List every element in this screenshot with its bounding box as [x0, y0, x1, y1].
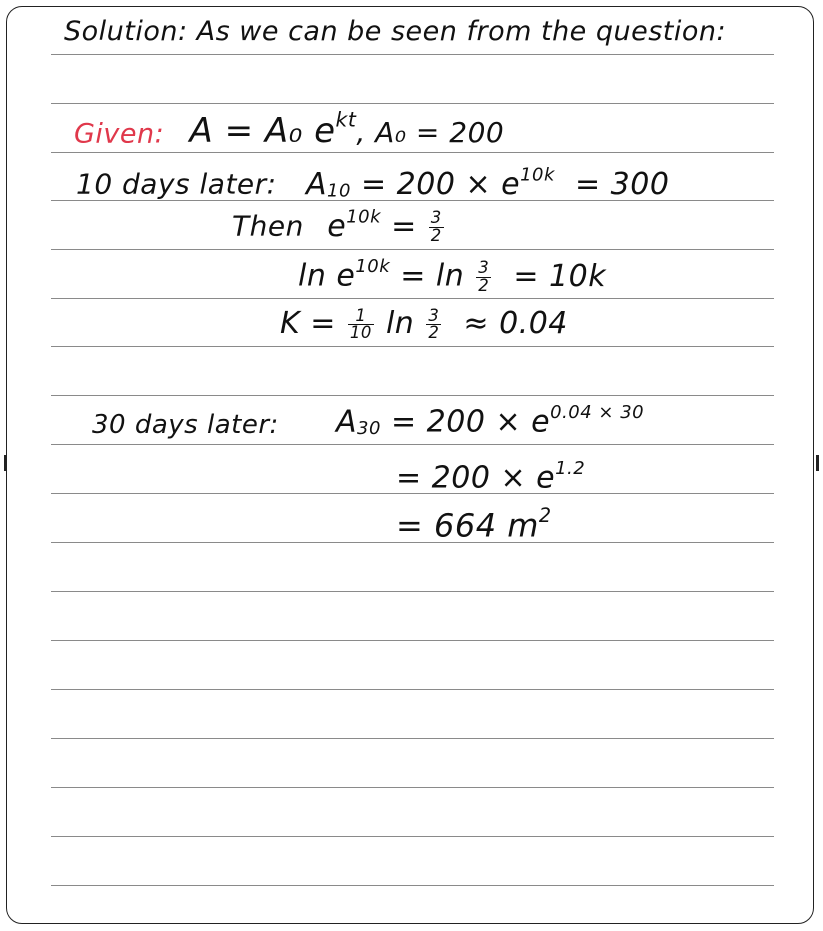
ruled-line — [51, 152, 774, 153]
given-label: Given: — [74, 118, 165, 150]
ruled-line — [51, 787, 774, 788]
ln-line: $\ln e^{10k} = \ln$ $\frac{3}{2}$ = 10k — [298, 256, 607, 295]
then-label: Then — [232, 209, 304, 243]
ten-days-equation: $A_{10} = 200 \times e^{10k} = 300$ — [306, 164, 670, 202]
one-tenth-fraction: $\frac{1}{10}$ — [349, 305, 372, 342]
left-binding-mark — [4, 455, 7, 471]
three-halves-fraction: $\frac{3}{2}$ — [478, 258, 490, 295]
right-binding-mark — [816, 455, 819, 471]
then-line — [232, 206, 446, 244]
thirty-days-line-2: = $200 \times e^{1.2}$ — [396, 458, 586, 496]
ruled-line — [51, 298, 774, 299]
ruled-line — [51, 54, 774, 55]
ruled-line — [51, 444, 774, 445]
three-halves-fraction: $\frac{3}{2}$ — [430, 208, 442, 245]
ruled-line — [51, 346, 774, 347]
ruled-line — [51, 689, 774, 690]
ten-days-label: 10 days later: — [76, 167, 277, 201]
ruled-line — [51, 738, 774, 739]
ruled-line — [51, 885, 774, 886]
thirty-days-equation: $A_{30} = 200 \times e^{0.04 \times 30}$ — [336, 402, 645, 440]
ruled-line — [51, 836, 774, 837]
solution-heading — [64, 16, 726, 47]
thirty-days-result: = 664 $m^2$ — [396, 504, 552, 545]
ruled-line — [51, 591, 774, 592]
then-equation: $e^{10k}$ = $\frac{3}{2}$ — [327, 206, 442, 245]
ruled-line — [51, 249, 774, 250]
three-halves-fraction: $\frac{3}{2}$ — [428, 305, 440, 342]
solution-heading-text: Solution: As we can be seen from the question: — [64, 16, 727, 47]
thirty-days-label: 30 days later: — [92, 410, 279, 440]
k-line: K = $\frac{1}{10}$ ln $\frac{3}{2}$ ≈ 0.04 — [280, 305, 568, 342]
given-line — [74, 108, 504, 151]
ruled-line — [51, 395, 774, 396]
ruled-line — [51, 103, 774, 104]
ruled-line — [51, 640, 774, 641]
thirty-days-line — [92, 410, 279, 440]
given-equation: A = A₀ $e^{kt}$, A₀ = 200 — [189, 108, 505, 152]
ten-days-line — [76, 164, 669, 202]
